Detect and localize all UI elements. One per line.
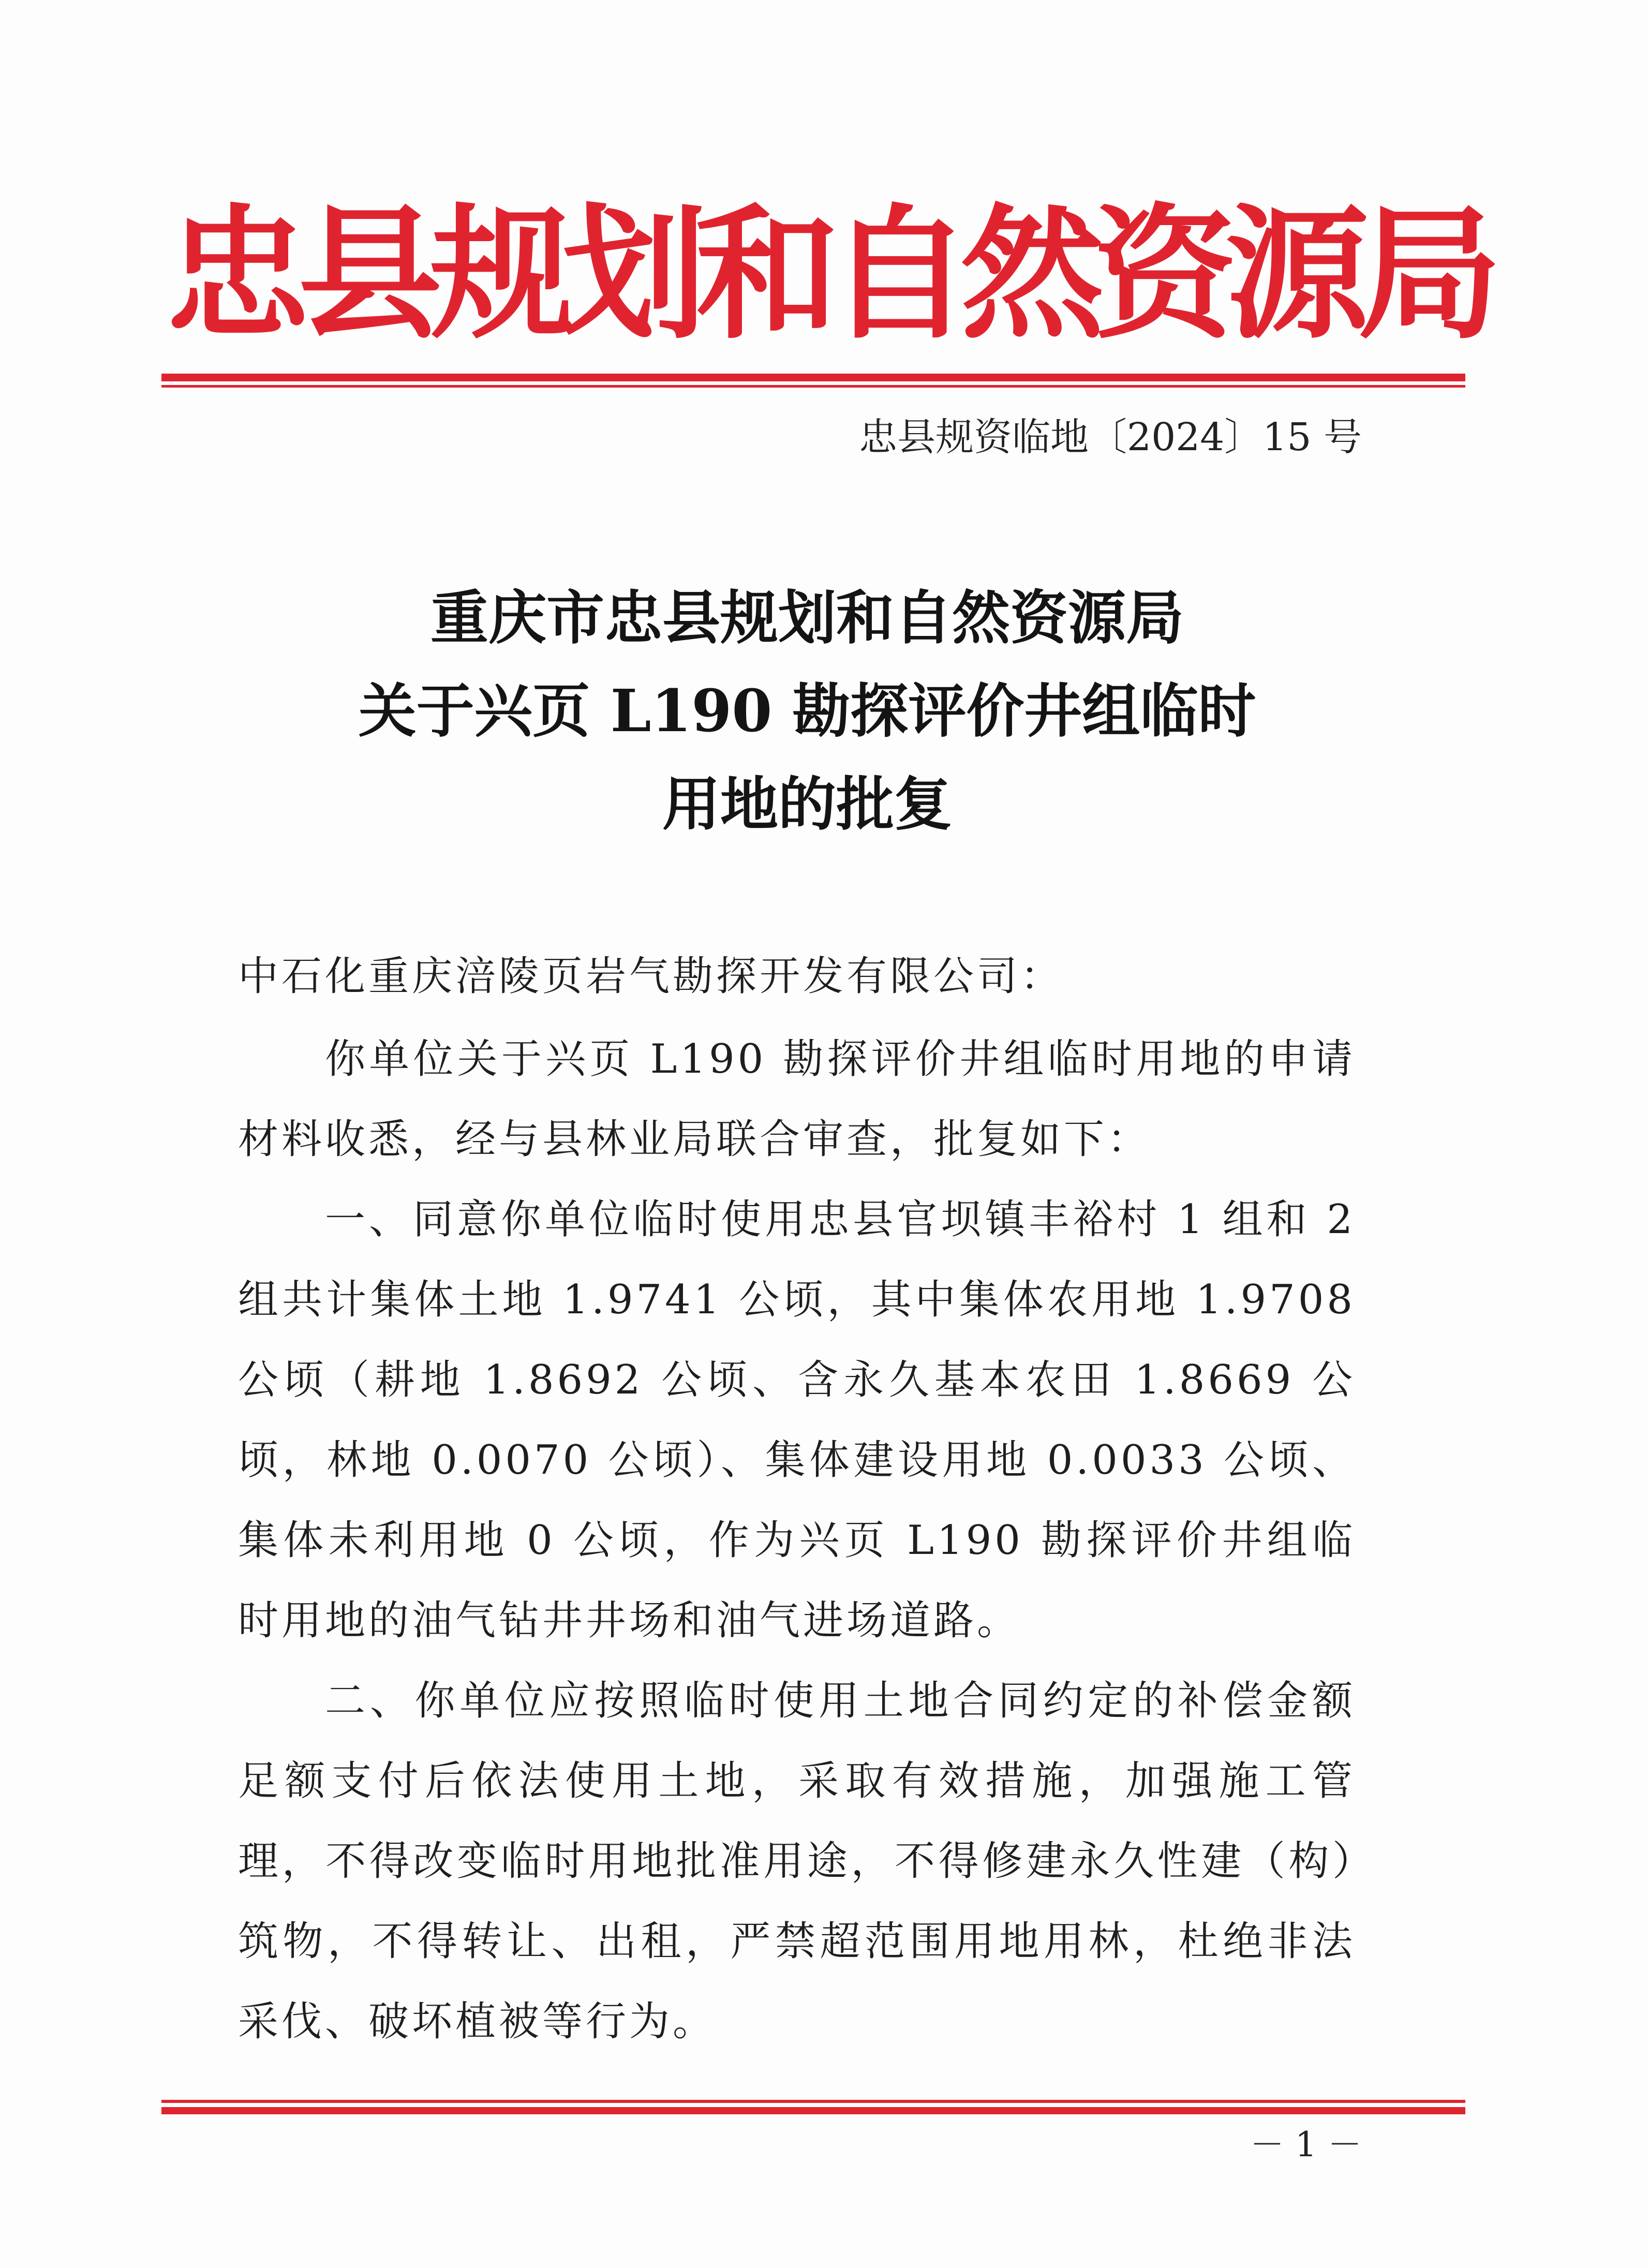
footer-rule-thick	[161, 2107, 1465, 2114]
header-rule-thin	[161, 385, 1465, 388]
title-line-2: 关于兴页 L190 勘探评价井组临时	[358, 677, 1256, 745]
document-title	[166, 572, 1449, 851]
header-rule-thick	[161, 374, 1465, 381]
paragraph-item-2: 二、你单位应按照临时使用土地合同约定的补偿金额足额支付后依法使用土地，采取有效措施，加强施工管理，不得改变临时用地批准用途，不得修建永久性建（构）筑物，不得转让、出租，严禁超范围用地用林，杜绝非法采伐、破坏植被等行为。	[238, 1678, 1356, 2045]
footer-rule-thin	[161, 2100, 1465, 2103]
paragraph-item-1: 一、同意你单位临时使用忠县官坝镇丰裕村 1 组和 2 组共计集体土地 1.9741 公顷，其中集体农用地 1.9708 公顷（耕地 1.8692 公顷、含永久基本农田 1.8669 公顷，林地 0.0070 公顷）、集体建设用地 0.0033 公顷、集体未利用地 0 公顷，作为兴页 L190 勘探评价井组临时用地的油气钻井井场和油气进场道路。	[238, 1196, 1356, 1644]
document-body	[238, 937, 1356, 2062]
title-line-1: 重庆市忠县规划和自然资源局	[430, 584, 1184, 652]
salutation: 中石化重庆涪陵页岩气勘探开发有限公司：	[238, 953, 1064, 1000]
title-line-3: 用地的批复	[662, 770, 952, 838]
page-number: － 1 －	[1250, 2125, 1362, 2165]
document-number: 忠县规资临地〔2024〕15 号	[858, 415, 1362, 459]
agency-header: 忠县规划和自然资源局	[166, 189, 1490, 359]
paragraph-intro: 你单位关于兴页 L190 勘探评价井组临时用地的申请材料收悉，经与县林业局联合审查，批复如下：	[238, 1036, 1356, 1163]
